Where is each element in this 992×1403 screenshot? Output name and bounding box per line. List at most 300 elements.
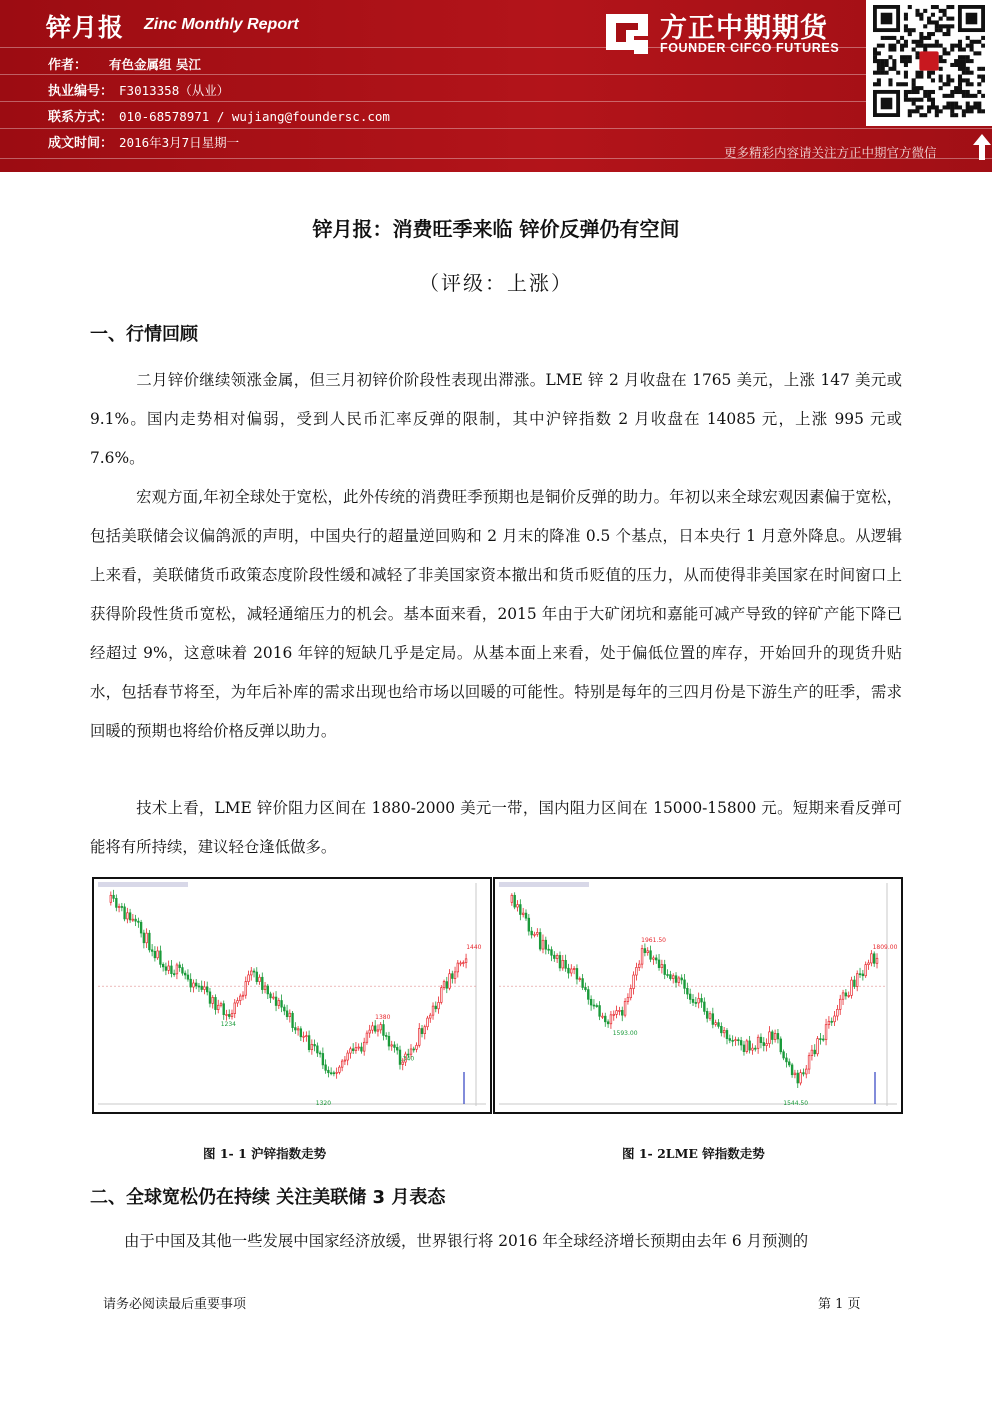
candlestick — [760, 1037, 762, 1042]
section-heading-2: 二、全球宽松仍在持续 关注美联储 3 月表态 — [90, 1187, 446, 1208]
candlestick — [300, 1029, 302, 1037]
candlestick — [250, 971, 252, 975]
candlestick — [328, 1070, 330, 1072]
candlestick — [706, 1011, 708, 1018]
candlestick — [825, 1025, 827, 1040]
candlestick — [672, 976, 674, 979]
candlestick — [837, 1009, 839, 1016]
chart-price-label: 1809.00 — [872, 943, 898, 951]
candlestick — [168, 966, 170, 970]
candlestick — [366, 1033, 368, 1042]
candlestick — [698, 998, 700, 1002]
header-divider — [0, 128, 992, 129]
paragraph-text: 技术上看，LME 锌价阻力区间在 1880-2000 美元一带，国内阻力区间在 15000-15800 元。短期来看反弹可能将有所持续，建议轻仓逢低做多。 — [90, 799, 902, 856]
candlestick — [769, 1032, 771, 1044]
candlestick — [754, 1048, 756, 1049]
rating: （评级：上涨） — [419, 271, 573, 295]
candlestick — [212, 997, 214, 1003]
report-title: 锌月报 — [46, 13, 125, 42]
candlestick — [604, 1016, 606, 1022]
candlestick — [514, 895, 516, 907]
candlestick — [805, 1069, 807, 1074]
candlestick — [856, 974, 858, 987]
chart-background — [94, 879, 490, 1112]
candlestick — [715, 1023, 717, 1025]
candlestick — [242, 995, 244, 996]
candlestick — [283, 1007, 285, 1011]
candlestick — [278, 1001, 280, 1006]
candlestick — [842, 993, 844, 999]
candlestick — [154, 951, 156, 957]
candlestick — [124, 907, 126, 919]
candlestick — [394, 1045, 396, 1048]
candlestick — [413, 1049, 415, 1050]
candlestick — [429, 1015, 431, 1018]
candlestick — [311, 1044, 313, 1049]
candlestick — [295, 1028, 297, 1030]
candlestick — [585, 987, 587, 989]
candlestick — [553, 955, 555, 958]
candlestick — [794, 1073, 796, 1075]
section-heading-1: 一、行情回顾 — [90, 324, 198, 345]
candlestick — [129, 913, 131, 920]
chart-price-label: 1340 — [398, 1055, 415, 1063]
figure-caption-2: 图 1- 2LME 锌指数走势 — [622, 1146, 765, 1161]
candlestick — [182, 968, 184, 974]
chart-price-label: 1593.00 — [612, 1030, 638, 1038]
candlestick — [814, 1050, 816, 1054]
candlestick — [599, 1006, 601, 1017]
candlestick — [519, 905, 521, 915]
candlestick — [204, 987, 206, 990]
candlestick — [746, 1041, 748, 1052]
candlestick — [556, 955, 558, 958]
candlestick — [308, 1036, 310, 1050]
candlestick — [231, 1014, 233, 1017]
candlestick — [228, 1014, 230, 1016]
candlestick — [579, 979, 581, 980]
candlestick — [848, 995, 850, 996]
candlestick — [664, 965, 666, 975]
candlestick — [831, 1021, 833, 1022]
author-label: 作者： — [48, 58, 88, 73]
paragraph-1 — [90, 361, 902, 478]
candlestick — [851, 980, 853, 995]
candlestick — [517, 905, 519, 907]
candlestick — [627, 998, 629, 1002]
brand-name-cn: 方正中期期货 — [660, 13, 828, 44]
paragraph-4 — [90, 1222, 902, 1261]
candlestick — [808, 1056, 810, 1069]
candlestick — [522, 913, 524, 914]
candlestick — [687, 988, 689, 994]
candlestick — [256, 972, 258, 982]
candlestick — [151, 950, 153, 952]
candlestick — [446, 982, 448, 989]
candlestick — [424, 1027, 426, 1034]
candlestick — [576, 968, 578, 979]
candlestick — [791, 1065, 793, 1075]
candlestick — [675, 976, 677, 983]
candlestick — [184, 973, 186, 975]
candlestick — [234, 1003, 236, 1014]
candlestick — [551, 950, 553, 956]
candlestick — [636, 967, 638, 975]
candlestick — [820, 1039, 822, 1040]
chart-lme-zinc-svg — [495, 879, 901, 1112]
candlestick — [187, 975, 189, 979]
candlestick — [670, 975, 672, 979]
candlestick — [573, 968, 575, 969]
chart-price-label: 1961.50 — [641, 936, 666, 944]
candlestick — [421, 1029, 423, 1034]
candlestick — [435, 1006, 437, 1009]
candlestick — [113, 895, 115, 898]
candlestick — [432, 1006, 434, 1015]
candlestick — [217, 1005, 219, 1009]
candlestick — [176, 965, 178, 974]
candlestick — [596, 1006, 598, 1007]
candlestick — [330, 1073, 332, 1074]
chart-header-strip — [98, 882, 188, 887]
candlestick — [237, 1001, 239, 1003]
candlestick — [619, 1010, 621, 1011]
candlestick — [248, 975, 250, 982]
candlestick — [534, 934, 536, 935]
candlestick — [146, 933, 148, 943]
candlestick — [624, 1001, 626, 1015]
candlestick — [374, 1026, 376, 1031]
candlestick — [811, 1050, 813, 1056]
chart-lme-zinc — [493, 877, 903, 1114]
candlestick — [201, 986, 203, 989]
candlestick — [740, 1041, 742, 1045]
chart-header-strip — [499, 882, 589, 887]
candlestick — [118, 906, 120, 907]
candlestick — [783, 1052, 785, 1058]
candlestick — [565, 960, 567, 968]
wechat-follow-note: 更多精彩内容请关注方正中期官方微信 — [724, 145, 937, 160]
candlestick — [160, 951, 162, 964]
candlestick — [259, 977, 261, 981]
candlestick — [369, 1030, 371, 1033]
candlestick — [440, 988, 442, 1003]
candlestick — [173, 974, 175, 975]
candlestick — [138, 921, 140, 922]
candlestick — [845, 993, 847, 996]
candlestick — [157, 951, 159, 958]
contact-label: 联系方式： — [48, 110, 114, 125]
candlestick — [460, 963, 462, 964]
chart-shfe-zinc — [92, 877, 492, 1114]
candlestick — [350, 1049, 352, 1053]
candlestick — [621, 1010, 623, 1015]
header-divider — [0, 47, 992, 48]
candlestick — [737, 1040, 739, 1041]
candlestick — [630, 989, 632, 998]
candlestick — [344, 1060, 346, 1061]
candlestick — [701, 998, 703, 1002]
candlestick — [723, 1030, 725, 1032]
candlestick — [633, 975, 635, 989]
chart-price-label: 1380 — [375, 1013, 391, 1021]
candlestick — [873, 954, 875, 963]
candlestick — [465, 959, 467, 963]
candlestick — [536, 932, 538, 934]
candlestick — [410, 1049, 412, 1054]
figure-caption-1: 图 1- 1 沪锌指数走势 — [203, 1146, 327, 1161]
author-row — [48, 54, 201, 73]
candlestick — [449, 974, 451, 989]
paragraph-2 — [90, 478, 902, 751]
candlestick — [743, 1045, 745, 1052]
date-label: 成文时间： — [48, 136, 114, 151]
wechat-qr-code — [866, 0, 992, 126]
author-value: 有色金属组 吴江 — [109, 57, 201, 72]
candlestick — [355, 1048, 357, 1051]
candlestick — [511, 895, 513, 902]
candlestick — [416, 1045, 418, 1049]
candlestick — [388, 1036, 390, 1046]
chart-price-label: 1544.50 — [783, 1100, 809, 1108]
candlestick — [363, 1042, 365, 1051]
candlestick — [226, 1014, 228, 1015]
candlestick — [220, 1004, 222, 1006]
candlestick — [616, 1011, 618, 1015]
candlestick — [800, 1073, 802, 1083]
candlestick — [771, 1032, 773, 1040]
report-header — [0, 0, 992, 172]
candlestick — [545, 940, 547, 949]
candlestick — [531, 931, 533, 935]
candlestick — [443, 982, 445, 988]
candlestick — [281, 1001, 283, 1008]
paragraph-3 — [90, 789, 902, 867]
candlestick — [140, 922, 142, 933]
arrow-up-icon — [972, 132, 992, 162]
candlestick — [292, 1013, 294, 1027]
candlestick — [347, 1053, 349, 1060]
candlestick — [361, 1047, 363, 1051]
candlestick — [602, 1016, 604, 1017]
candlestick — [797, 1073, 799, 1083]
candlestick — [661, 965, 663, 968]
candlestick — [862, 974, 864, 976]
candlestick — [528, 918, 530, 931]
candlestick — [198, 986, 200, 987]
candlestick — [341, 1061, 343, 1067]
candlestick — [383, 1025, 385, 1036]
paragraph-text: 宏观方面,年初全球处于宽松，此外传统的消费旺季预期也是铜价反弹的助力。年初以来全球宏观因素偏于宽松，包括美联储会议偏鸽派的声明，中国央行的超量逆回购和 2 月末的降准 0.5 个基点，日本央行 1 月意外降息。从逻辑上来看，美联储货币政策态度阶段性缓和减轻了非美国家资本撤出和货币贬值的压力，从而使得非美国家在时间窗口上获得阶段性货币宽松，减轻通缩压力的机会。基本面来看，2015 年由于大矿闭坑和嘉能可减产导致的锌矿产能下降已经超过 9%，这意味着 2016 年锌的短缺几乎是定局。从基本面上来看，处于偏低位置的库存，开始回升的现货升贴水，包括春节将至，为年后补库的需求出现也给市场以回暖的可能性。特别是每年的三四月份是下游生产的旺季，需求回暖的预期也将给价格反弹以助力。 — [90, 488, 902, 740]
candlestick — [587, 990, 589, 1000]
date-row — [48, 132, 239, 151]
candlestick — [647, 951, 649, 953]
candlestick — [641, 949, 643, 965]
candlestick — [720, 1026, 722, 1032]
candlestick — [559, 955, 561, 968]
candlestick — [385, 1035, 387, 1036]
candlestick — [695, 1002, 697, 1003]
candlestick — [667, 974, 669, 975]
candlestick — [590, 999, 592, 1005]
candlestick — [317, 1046, 319, 1053]
candlestick — [570, 969, 572, 973]
candlestick — [165, 967, 167, 971]
candlestick — [638, 964, 640, 967]
candlestick — [286, 1011, 288, 1017]
candlestick — [319, 1053, 321, 1054]
candlestick — [766, 1044, 768, 1046]
candlestick — [650, 951, 652, 959]
candlestick — [525, 913, 527, 918]
footer-notice: 请务必阅读最后重要事项 — [103, 1297, 247, 1312]
candlestick — [261, 977, 263, 989]
candlestick — [289, 1013, 291, 1016]
license-value: F3013358（从业） — [119, 83, 230, 98]
candlestick — [336, 1072, 338, 1073]
candlestick — [264, 986, 266, 990]
candlestick — [116, 898, 118, 907]
candlestick — [803, 1073, 805, 1074]
candlestick — [780, 1039, 782, 1052]
candlestick — [396, 1047, 398, 1050]
candlestick — [562, 960, 564, 968]
chart-price-label: 1320 — [315, 1100, 332, 1108]
candlestick — [828, 1021, 830, 1024]
candlestick — [303, 1036, 305, 1037]
candlestick — [179, 965, 181, 968]
candlestick — [610, 1015, 612, 1024]
candlestick — [786, 1058, 788, 1062]
candlestick — [834, 1016, 836, 1022]
candlestick — [703, 1002, 705, 1011]
document-title: 锌月报：消费旺季来临 锌价反弹仍有空间 — [312, 217, 680, 241]
candlestick — [876, 958, 878, 963]
candlestick — [110, 895, 112, 902]
candlestick — [607, 1022, 609, 1024]
candlestick — [171, 966, 173, 974]
header-divider — [0, 74, 992, 75]
candlestick — [678, 978, 680, 982]
candlestick — [655, 958, 657, 960]
report-title-en: Zinc Monthly Report — [144, 16, 299, 33]
candlestick — [454, 972, 456, 979]
paragraph-text: 二月锌价继续领涨金属，但三月初锌价阶段性表现出滞涨。LME 锌 2 月收盘在 1765 美元，上涨 147 美元或 9.1%。国内走势相对偏弱，受到人民币汇率反弹的限制，其中沪锌指数 2 月收盘在 14085 元，上涨 995 元或 7.6%。 — [90, 371, 902, 467]
candlestick — [689, 994, 691, 999]
candlestick — [149, 933, 151, 950]
candlestick — [462, 963, 464, 964]
candlestick — [854, 980, 856, 986]
candlestick — [865, 965, 867, 976]
candlestick — [132, 919, 134, 920]
candlestick — [333, 1073, 335, 1074]
candlestick — [306, 1036, 308, 1037]
candlestick — [757, 1037, 759, 1048]
candlestick — [582, 979, 584, 988]
candlestick — [206, 987, 208, 992]
candlestick — [763, 1043, 765, 1046]
brand-name-en: FOUNDER CIFCO FUTURES — [660, 41, 840, 55]
candlestick — [613, 1014, 615, 1015]
candlestick — [297, 1029, 299, 1030]
page-number: 第 1 页 — [818, 1297, 861, 1312]
candlestick — [839, 999, 841, 1009]
candlestick — [239, 996, 241, 1000]
qr-center-logo — [919, 51, 938, 70]
chart-price-label: 1234 — [220, 1020, 237, 1028]
founder-logo-icon — [604, 10, 650, 56]
paragraph-text: 由于中国及其他一些发展中国家经济放缓，世界银行将 2016 年全球经济增长预期由去年 6 月预测的 — [124, 1232, 809, 1250]
candlestick — [726, 1030, 728, 1038]
candlestick — [735, 1040, 737, 1041]
candlestick — [352, 1049, 354, 1051]
header-divider — [0, 101, 992, 102]
candlestick — [438, 1002, 440, 1008]
candlestick — [777, 1033, 779, 1039]
candlestick — [121, 906, 123, 907]
candlestick — [372, 1026, 374, 1030]
candlestick — [658, 960, 660, 968]
candlestick — [325, 1065, 327, 1070]
candlestick — [190, 979, 192, 987]
candlestick — [568, 968, 570, 973]
candlestick — [193, 983, 195, 987]
candlestick — [275, 997, 277, 1005]
candlestick — [391, 1045, 393, 1046]
candlestick — [709, 1014, 711, 1019]
candlestick — [418, 1029, 420, 1046]
candlestick — [135, 919, 137, 921]
candlestick — [712, 1014, 714, 1025]
candlestick — [162, 964, 164, 967]
candlestick — [749, 1041, 751, 1050]
candlestick — [223, 1004, 225, 1015]
candlestick — [245, 982, 247, 996]
chart-price-label: 1440 — [466, 943, 482, 951]
contact-row — [48, 106, 390, 125]
candlestick — [788, 1062, 790, 1065]
candlestick — [215, 997, 217, 1009]
candlestick — [732, 1040, 734, 1041]
candlestick — [868, 963, 870, 965]
candlestick — [358, 1047, 360, 1048]
candlestick — [859, 974, 861, 975]
candlestick — [195, 983, 197, 986]
candlestick — [539, 932, 541, 949]
candlestick — [270, 994, 272, 998]
chart-shfe-zinc-svg — [94, 879, 490, 1112]
candlestick — [143, 933, 145, 943]
license-label: 执业编号： — [48, 84, 114, 99]
candlestick — [209, 992, 211, 1003]
candlestick — [681, 978, 683, 980]
candlestick — [817, 1039, 819, 1054]
candlestick — [451, 974, 453, 979]
candlestick — [774, 1033, 776, 1039]
candlestick — [692, 999, 694, 1002]
candlestick — [314, 1044, 316, 1046]
candlestick — [822, 1039, 824, 1040]
candlestick — [427, 1018, 429, 1027]
candlestick — [653, 958, 655, 959]
candlestick — [267, 986, 269, 994]
candlestick — [718, 1023, 720, 1027]
candlestick — [127, 913, 129, 919]
candlestick — [272, 997, 274, 998]
candlestick — [752, 1048, 754, 1050]
candlestick — [593, 1005, 595, 1006]
contact-value: 010-68578971 / wujiang@foundersc.com — [119, 109, 390, 124]
